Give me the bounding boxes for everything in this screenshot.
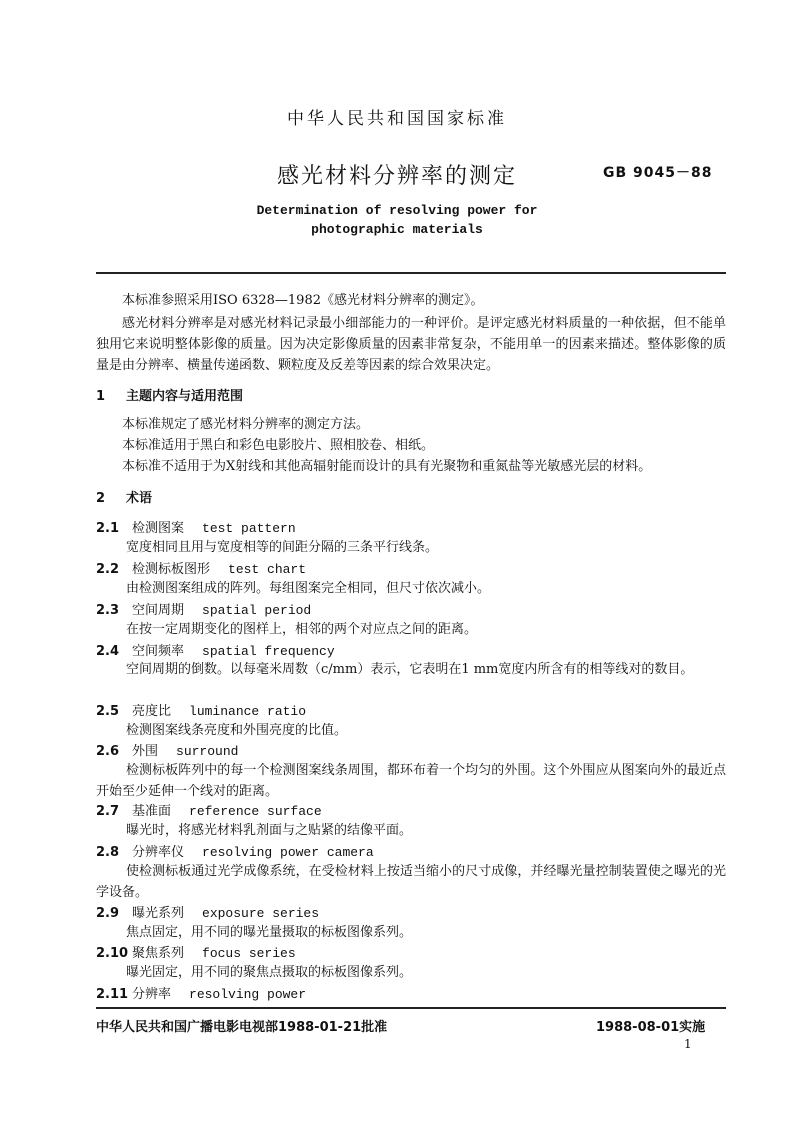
section-1-title: 主题内容与适用范围 [126,389,244,404]
section-1-heading [96,385,243,404]
term-english: spatial period [202,603,312,618]
section-1-line-2: 本标准适用于黑白和彩色电影胶片、照相胶卷、相纸。 [122,438,435,453]
term-chinese: 空间周期 [132,603,185,618]
term-2-10-definition: 曝光固定，用不同的聚焦点摄取的标板图像系列。 [126,965,413,980]
term-2-2 [96,558,306,577]
term-2-2-definition: 由检测图案组成的阵列。每组图案完全相同，但尺寸依次减小。 [126,581,491,596]
english-title-line-1: Determination of resolving power for [256,203,538,218]
term-number: 2.8 [96,845,120,860]
term-english: surround [176,744,239,759]
section-2-heading [96,487,152,506]
section-2-number: 2 [96,491,106,506]
section-1-line-3: 本标准不适用于为X射线和其他高辐射能而设计的具有光聚物和重氮盐等光敏感光层的材料。 [122,459,652,474]
term-number: 2.5 [96,704,120,719]
term-chinese: 检测图案 [132,521,185,536]
term-2-6-definition: 检测标板阵列中的每一个检测图案线条周围，都环布着一个均匀的外围。这个外围应从图案向外的最近点开始至少延伸一个线对的距离。 [96,763,726,799]
term-chinese: 空间频率 [132,644,185,659]
term-2-1-definition: 宽度相同且用与宽度相等的间距分隔的三条平行线条。 [126,540,439,555]
term-english: exposure series [202,906,320,921]
english-title-line-2: photographic materials [311,222,483,237]
term-2-3-definition: 在按一定周期变化的图样上，相邻的两个对应点之间的距离。 [126,622,478,637]
term-english: resolving power [189,987,307,1002]
term-2-5 [96,700,306,719]
term-2-7 [96,800,322,819]
footer-divider [96,1007,726,1009]
term-chinese: 基准面 [132,804,172,819]
term-chinese: 外围 [132,744,159,759]
term-number: 2.7 [96,804,120,819]
term-2-9 [96,902,319,921]
term-number: 2.6 [96,744,120,759]
term-english: reference surface [189,804,322,819]
term-2-9-definition: 焦点固定，用不同的曝光量摄取的标板图像系列。 [126,925,413,940]
term-2-7-definition: 曝光时，将感光材料乳剂面与之贴紧的结像平面。 [126,823,413,838]
term-2-4 [96,640,335,659]
term-2-10 [96,942,296,961]
intro-paragraph-2: 感光材料分辨率是对感光材料记录最小细部能力的一种评价。是评定感光材料质量的一种依据，但不能单独用它来说明整体影像的质量。因为决定影像质量的因素非常复杂，不能用单一的因素来描述。整体影像的质量是由分辨率、横量传递函数、颗粒度及反差等因素的综合效果决定。 [96,316,726,373]
term-english: luminance ratio [189,704,307,719]
term-chinese: 亮度比 [132,704,172,719]
term-chinese: 聚焦系列 [132,946,185,961]
section-1-number: 1 [96,389,106,404]
term-english: focus series [202,946,296,961]
document-title: 感光材料分辨率的测定 [276,164,517,189]
term-2-8 [96,841,374,860]
term-number: 2.4 [96,644,120,659]
page-number: 1 [684,1037,692,1051]
header-divider [96,272,726,274]
term-2-6 [96,740,238,759]
standard-code: GB 9045－88 [603,165,713,181]
term-english: spatial frequency [202,644,335,659]
term-2-3 [96,599,311,618]
term-number: 2.3 [96,603,120,618]
term-chinese: 分辨率 [132,987,172,1002]
term-english: test chart [228,562,307,577]
term-2-11 [96,983,306,1002]
term-number: 2.1 [96,521,120,536]
term-2-1 [96,517,296,536]
term-number: 2.2 [96,562,120,577]
implementation-date: 1988-08-01实施 [596,1020,706,1035]
national-standard-heading: 中华人民共和国国家标准 [287,109,507,129]
term-number: 2.10 [96,946,129,961]
term-english: resolving power camera [202,845,374,860]
approval-line: 中华人民共和国广播电影电视部1988-01-21批准 [96,1020,388,1035]
section-2-title: 术语 [126,491,153,506]
intro-paragraph-1: 本标准参照采用ISO 6328—1982《感光材料分辨率的测定》。 [122,293,484,308]
term-chinese: 检测标板图形 [132,562,211,577]
term-chinese: 分辨率仪 [132,845,185,860]
term-number: 2.9 [96,906,120,921]
section-1-line-1: 本标准规定了感光材料分辨率的测定方法。 [122,417,370,432]
term-2-5-definition: 检测图案线条亮度和外围亮度的比值。 [126,723,348,738]
term-english: test pattern [202,521,296,536]
term-2-4-definition: 空间周期的倒数。以每毫米周数（c/mm）表示，它表明在1 mm宽度内所含有的相等线对的数目。 [126,662,694,677]
term-number: 2.11 [96,987,129,1002]
term-2-8-definition: 使检测标板通过光学成像系统，在受检材料上按适当缩小的尺寸成像，并经曝光量控制装置使之曝光的光学设备。 [96,864,726,900]
term-chinese: 曝光系列 [132,906,185,921]
